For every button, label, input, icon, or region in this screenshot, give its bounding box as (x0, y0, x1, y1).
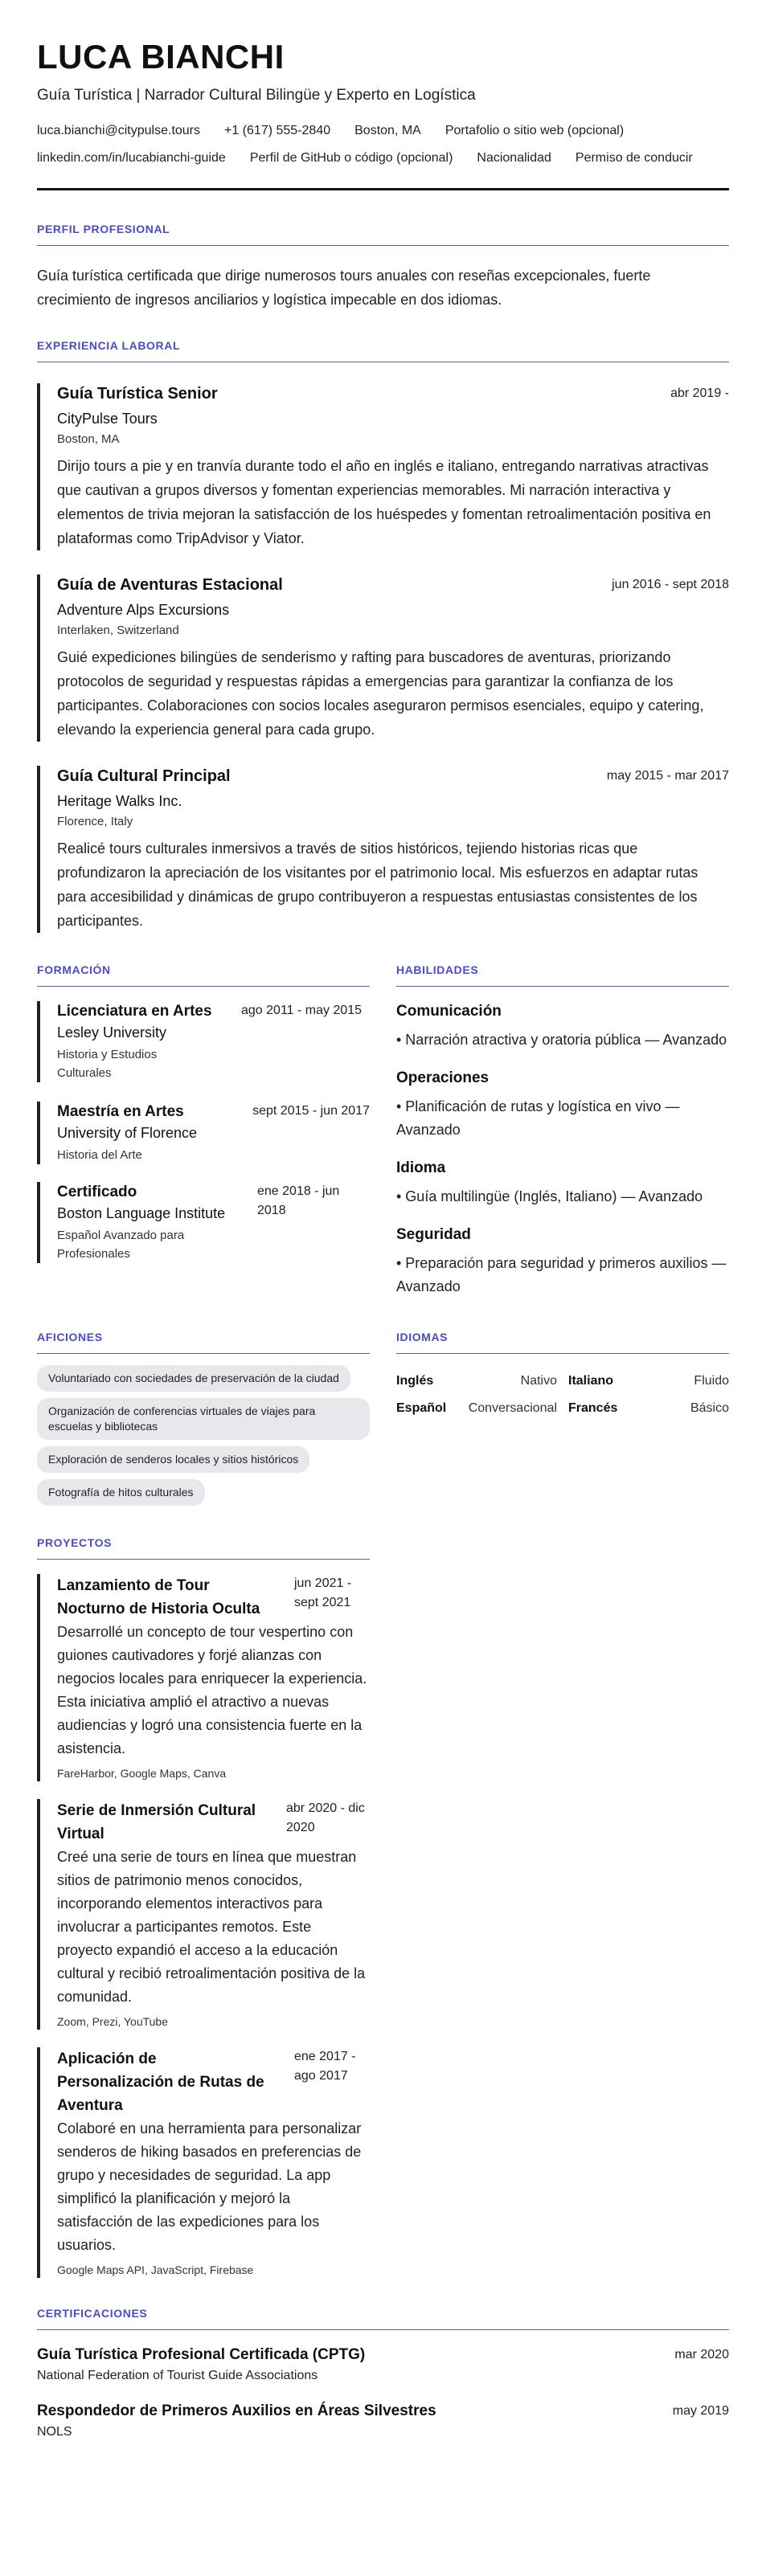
education-school: University of Florence (57, 1125, 198, 1142)
project-description: Creé una serie de tours en línea que muestran sitios de patrimonio menos conocidos, incorporando elementos interactivos para involucrar a participantes remotos. Este proyecto expandió el acceso a la educación cultural y recibió retroalimentación positiva de la comunidad. (57, 1849, 366, 2006)
project-entry (37, 1799, 370, 2030)
job-title: Guía de Aventuras Estacional (57, 576, 283, 595)
section-divider (396, 1353, 729, 1354)
education-skills-row (37, 963, 729, 1298)
language-name: Español (396, 1401, 447, 1416)
job-title: Guía Cultural Principal (57, 767, 231, 786)
language-row (568, 1400, 729, 1417)
job-description: Dirijo tours a pie y en tranvía durante todo el año en inglés e italiano, entregando narrativas atractivas que cautivan a grupos diversos y fomentan experiencias memorables. Mi narración interactiva y elementos de trivia mejoran la satisfacción de los huéspedes y fomentan retroalimentación positiva en plataformas como TripAdvisor y Viator. (57, 458, 711, 547)
interest-chip-wrap (37, 1365, 370, 1392)
job-location: Interlaken, Switzerland (57, 624, 179, 638)
education-school: Lesley University (57, 1024, 167, 1041)
section-divider (37, 245, 729, 246)
certifications-section (37, 2307, 729, 2441)
section-divider (37, 986, 370, 987)
job-location: Florence, Italy (57, 815, 133, 829)
section-divider (37, 2329, 729, 2330)
project-tools: Zoom, Prezi, YouTube (57, 2015, 169, 2029)
skill-category: Operaciones (396, 1069, 490, 1087)
candidate-name: LUCA BIANCHI (37, 38, 285, 76)
education-field: Español Avanzado para Profesionales (57, 1229, 185, 1261)
job-date: jun 2016 - sept 2018 (612, 578, 729, 592)
section-title-experience: EXPERIENCIA LABORAL (37, 339, 181, 353)
interest-chips (37, 1365, 370, 1506)
skill-item: • Guía multilingüe (Inglés, Italiano) — Avanzado (396, 1188, 703, 1205)
section-title-interests: AFICIONES (37, 1331, 103, 1344)
language-name: Italiano (568, 1374, 614, 1388)
projects-section (37, 1536, 370, 2278)
section-title-summary: PERFIL PROFESIONAL (37, 223, 170, 236)
interest-chip: Fotografía de hitos culturales (37, 1479, 205, 1506)
skill-category: Comunicación (396, 1003, 502, 1020)
language-row (568, 1373, 729, 1389)
interests-section (37, 1331, 370, 1506)
language-row (396, 1373, 557, 1389)
job-description: Realicé tours culturales inmersivos a través de sitios históricos, tejiendo historias ricas que profundizaron la apreciación de los visitantes por el patrimonio local. Mis esfuerzos en adaptar rutas para accesibilidad y dinámicas de grupo contribuyeron a respuestas entusiastas consistentes de los participantes. (57, 840, 698, 930)
candidate-headline: Guía Turística | Narrador Cultural Bilingüe y Experto en Logística (37, 87, 476, 104)
skill-group (396, 1001, 729, 1052)
interest-chip-wrap (37, 1479, 370, 1506)
education-date: ago 2011 - may 2015 (241, 1004, 363, 1018)
contact-email[interactable]: luca.bianchi@citypulse.tours (37, 124, 201, 138)
education-field: Historia y Estudios Culturales (57, 1048, 158, 1081)
project-tools: FareHarbor, Google Maps, Canva (57, 1767, 227, 1781)
project-title: Aplicación de Personalización de Rutas de Aventura (57, 2051, 264, 2115)
certification-issuer: NOLS (37, 2425, 72, 2439)
interest-chip: Organización de conferencias virtuales de viajes para escuelas y bibliotecas (37, 1398, 370, 1440)
project-date: jun 2021 - sept 2021 (294, 1576, 352, 1610)
project-entry (37, 1574, 370, 1781)
education-degree: Maestría en Artes (57, 1103, 184, 1121)
project-title: Serie de Inmersión Cultural Virtual (57, 1802, 256, 1843)
contact-list (37, 117, 728, 172)
language-level: Básico (690, 1401, 729, 1416)
education-entry (37, 1102, 370, 1164)
education-date: sept 2015 - jun 2017 (252, 1104, 370, 1118)
section-title-skills: HABILIDADES (396, 963, 479, 977)
certification-issuer: National Federation of Tourist Guide Associations (37, 2369, 318, 2383)
job-company: Adventure Alps Excursions (57, 602, 230, 619)
education-degree: Licenciatura en Artes (57, 1003, 212, 1020)
job-entry (37, 766, 729, 933)
section-title-certifications: CERTIFICACIONES (37, 2307, 148, 2320)
skill-item: • Narración atractiva y oratoria pública — Avanzado (396, 1032, 727, 1049)
job-entry (37, 383, 729, 550)
skills-section (396, 963, 729, 1298)
education-school: Boston Language Institute (57, 1205, 226, 1222)
job-location: Boston, MA (57, 432, 120, 447)
language-level: Conversacional (468, 1401, 557, 1416)
project-tools: Google Maps API, JavaScript, Firebase (57, 2263, 254, 2277)
interest-chip: Exploración de senderos locales y sitios históricos (37, 1446, 309, 1473)
resume-header (37, 39, 729, 190)
contact-driving-license: Permiso de conducir (575, 151, 693, 166)
summary-section (37, 223, 729, 312)
languages-section (396, 1331, 729, 1506)
language-row (396, 1400, 557, 1417)
project-description: Desarrollé un concepto de tour vespertino con guiones cautivadores y forjé alianzas con negocios locales para enriquecer la experiencia. Esta iniciativa amplió el atractivo a nuevas audiencias y logró una consistencia fuerte en la asistencia. (57, 1624, 367, 1757)
project-description: Colaboré en una herramienta para personalizar senderos de hiking basados en preferencias de grupo y necesidades de seguridad. La app simplificó la planificación y mejoró la satisfacción de las expediciones para los usuarios. (57, 2120, 362, 2254)
section-divider (396, 986, 729, 987)
project-title: Lanzamiento de Tour Nocturno de Historia Oculta (57, 1577, 260, 1618)
job-description: Guié expediciones bilingües de senderismo y rafting para buscadores de aventuras, priorizando protocolos de seguridad y respuestas rápidas a emergencias para garantizar la confianza de los participantes. Colaboraciones con socios locales aseguraron permisos esenciales, equipo y catering, elevando la experiencia general para cada grupo. (57, 649, 704, 738)
summary-text: Guía turística certificada que dirige numerosos tours anuales con reseñas excepcionales, fuerte crecimiento de ingresos anciliarios y logística impecable en dos idiomas. (37, 268, 651, 309)
contact-linkedin[interactable]: linkedin.com/in/lucabianchi-guide (37, 151, 226, 166)
project-date: ene 2017 - ago 2017 (294, 2050, 356, 2083)
contact-github[interactable]: Perfil de GitHub o código (opcional) (249, 151, 453, 166)
language-level: Nativo (520, 1374, 557, 1388)
project-entry (37, 2047, 370, 2278)
education-section (37, 963, 370, 1298)
section-title-education: FORMACIÓN (37, 963, 111, 977)
section-title-projects: PROYECTOS (37, 1536, 113, 1550)
skill-group (396, 1158, 729, 1208)
skill-category: Idioma (396, 1159, 446, 1177)
education-degree: Certificado (57, 1184, 137, 1201)
section-divider (37, 1353, 370, 1354)
language-name: Francés (568, 1401, 618, 1416)
certification-entry (37, 2345, 729, 2385)
experience-section (37, 339, 729, 933)
skill-group (396, 1068, 729, 1142)
job-entry (37, 574, 729, 742)
job-company: Heritage Walks Inc. (57, 793, 182, 810)
job-date: abr 2019 - (670, 386, 729, 401)
language-name: Inglés (396, 1374, 434, 1388)
interests-languages-row (37, 1331, 729, 1506)
education-field: Historia del Arte (57, 1148, 142, 1163)
skill-item: • Planificación de rutas y logística en vivo — Avanzado (396, 1098, 680, 1139)
interest-chip-wrap (37, 1398, 370, 1440)
job-company: CityPulse Tours (57, 411, 158, 427)
contact-location: Boston, MA (354, 124, 421, 138)
header-divider (37, 188, 729, 190)
certification-name: Guía Turística Profesional Certificada (CPTG) (37, 2346, 366, 2364)
certification-entry (37, 2401, 729, 2441)
skill-group (396, 1225, 729, 1298)
job-title: Guía Turística Senior (57, 385, 218, 403)
interest-chip-wrap (37, 1446, 370, 1473)
skill-item: • Preparación para seguridad y primeros auxilios — Avanzado (396, 1255, 727, 1295)
education-date: ene 2018 - jun 2018 (257, 1184, 340, 1218)
certification-date: mar 2020 (674, 2348, 729, 2362)
skill-category: Seguridad (396, 1226, 471, 1244)
language-grid (396, 1373, 729, 1417)
contact-website[interactable]: Portafolio o sitio web (opcional) (444, 124, 625, 138)
job-date: may 2015 - mar 2017 (606, 769, 729, 783)
section-title-languages: IDIOMAS (396, 1331, 449, 1344)
certification-date: may 2019 (672, 2404, 729, 2419)
contact-nationality: Nacionalidad (477, 151, 551, 166)
project-date: abr 2020 - dic 2020 (286, 1801, 365, 1835)
interest-chip: Voluntariado con sociedades de preservación de la ciudad (37, 1365, 350, 1392)
education-entry (37, 1182, 370, 1263)
education-entry (37, 1001, 370, 1082)
language-level: Fluido (694, 1374, 729, 1388)
contact-phone[interactable]: +1 (617) 555-2840 (224, 124, 331, 138)
section-divider (37, 1559, 370, 1560)
certification-name: Respondedor de Primeros Auxilios en Áreas Silvestres (37, 2402, 436, 2420)
